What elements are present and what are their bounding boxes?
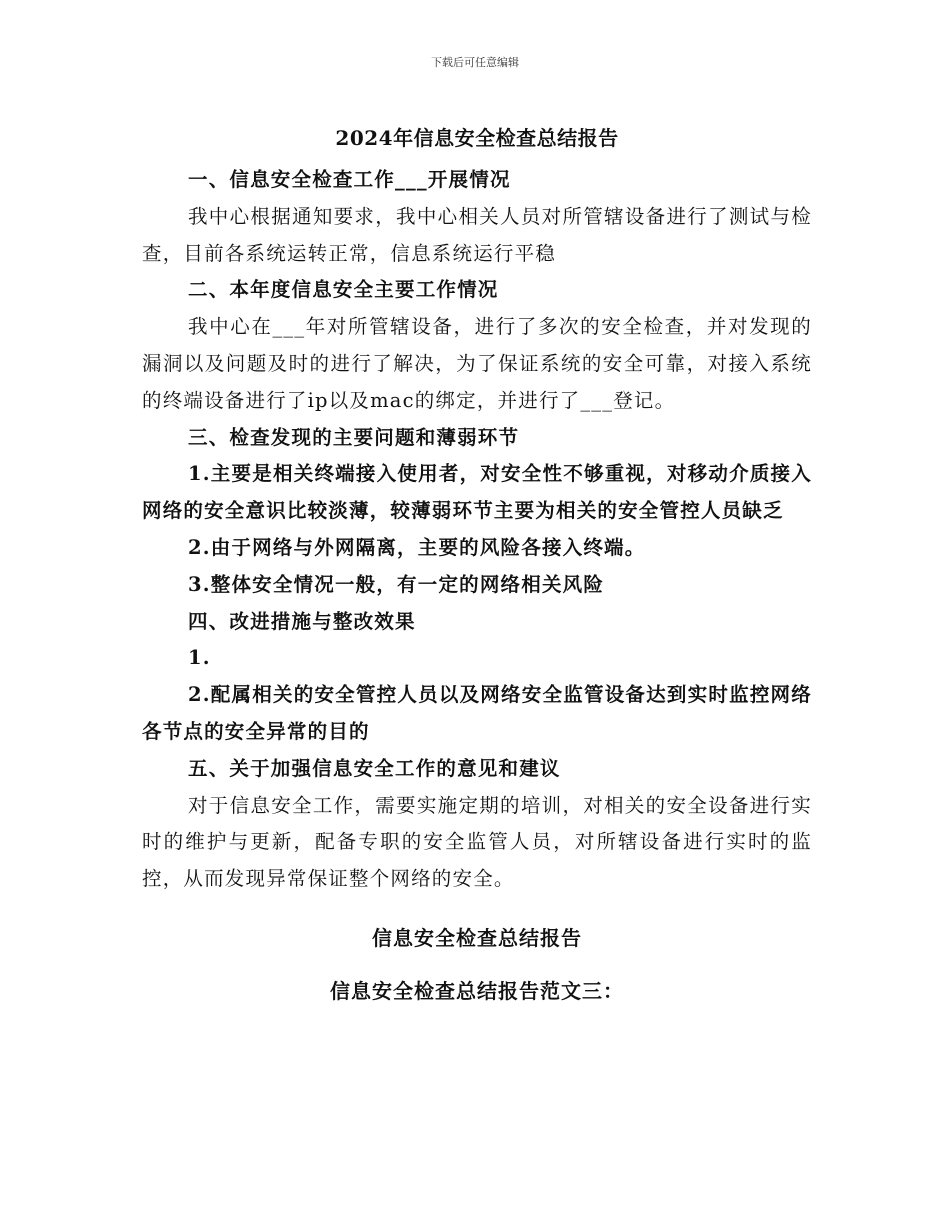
document-title: 2024年信息安全检查总结报告 (335, 126, 619, 150)
section-1-body: 我中心根据通知要求，我中心相关人员对所管辖设备进行了测试与检查，目前各系统运转正常，信息系统运行平稳 (142, 204, 812, 265)
footer-title-1: 信息安全检查总结报告 (372, 925, 582, 950)
document-content (142, 120, 812, 1010)
section-3-item-3: 3.整体安全情况一般，有一定的网络相关风险 (188, 572, 605, 596)
section-4-heading: 四、改进措施与整改效果 (188, 609, 416, 633)
section-3-item-1: 1.主要是相关终端接入使用者，对安全性不够重视，对移动介质接入网络的安全意识比较淡薄，较薄弱环节主要为相关的安全管控人员缺乏 (142, 462, 812, 523)
section-5-heading: 五、关于加强信息安全工作的意见和建议 (188, 756, 561, 780)
footer-title-2: 信息安全检查总结报告范文三： (330, 978, 624, 1003)
section-3-heading: 三、检查发现的主要问题和薄弱环节 (188, 425, 520, 449)
section-1-heading: 一、信息安全检查工作___开展情况 (188, 168, 511, 191)
section-2-heading: 二、本年度信息安全主要工作情况 (188, 278, 499, 302)
section-3-item-2: 2.由于网络与外网隔离，主要的风险各接入终端。 (188, 535, 646, 559)
section-2-body: 我中心在___年对所管辖设备，进行了多次的安全检查，并对发现的漏洞以及问题及时的进行了解决，为了保证系统的安全可靠，对接入系统的终端设备进行了ip以及mac的绑定，并进行了___登记。 (142, 315, 812, 412)
section-4-item-2: 2.配属相关的安全管控人员以及网络安全监管设备达到实时监控网络各节点的安全异常的目的 (142, 683, 812, 743)
section-5-body: 对于信息安全工作，需要实施定期的培训，对相关的安全设备进行实时的维护与更新，配备专职的安全监管人员，对所辖设备进行实时的监控，从而发现异常保证整个网络的安全。 (142, 793, 812, 891)
header-note: 下载后可任意编辑 (431, 56, 519, 69)
section-4-item-1: 1. (188, 646, 211, 670)
